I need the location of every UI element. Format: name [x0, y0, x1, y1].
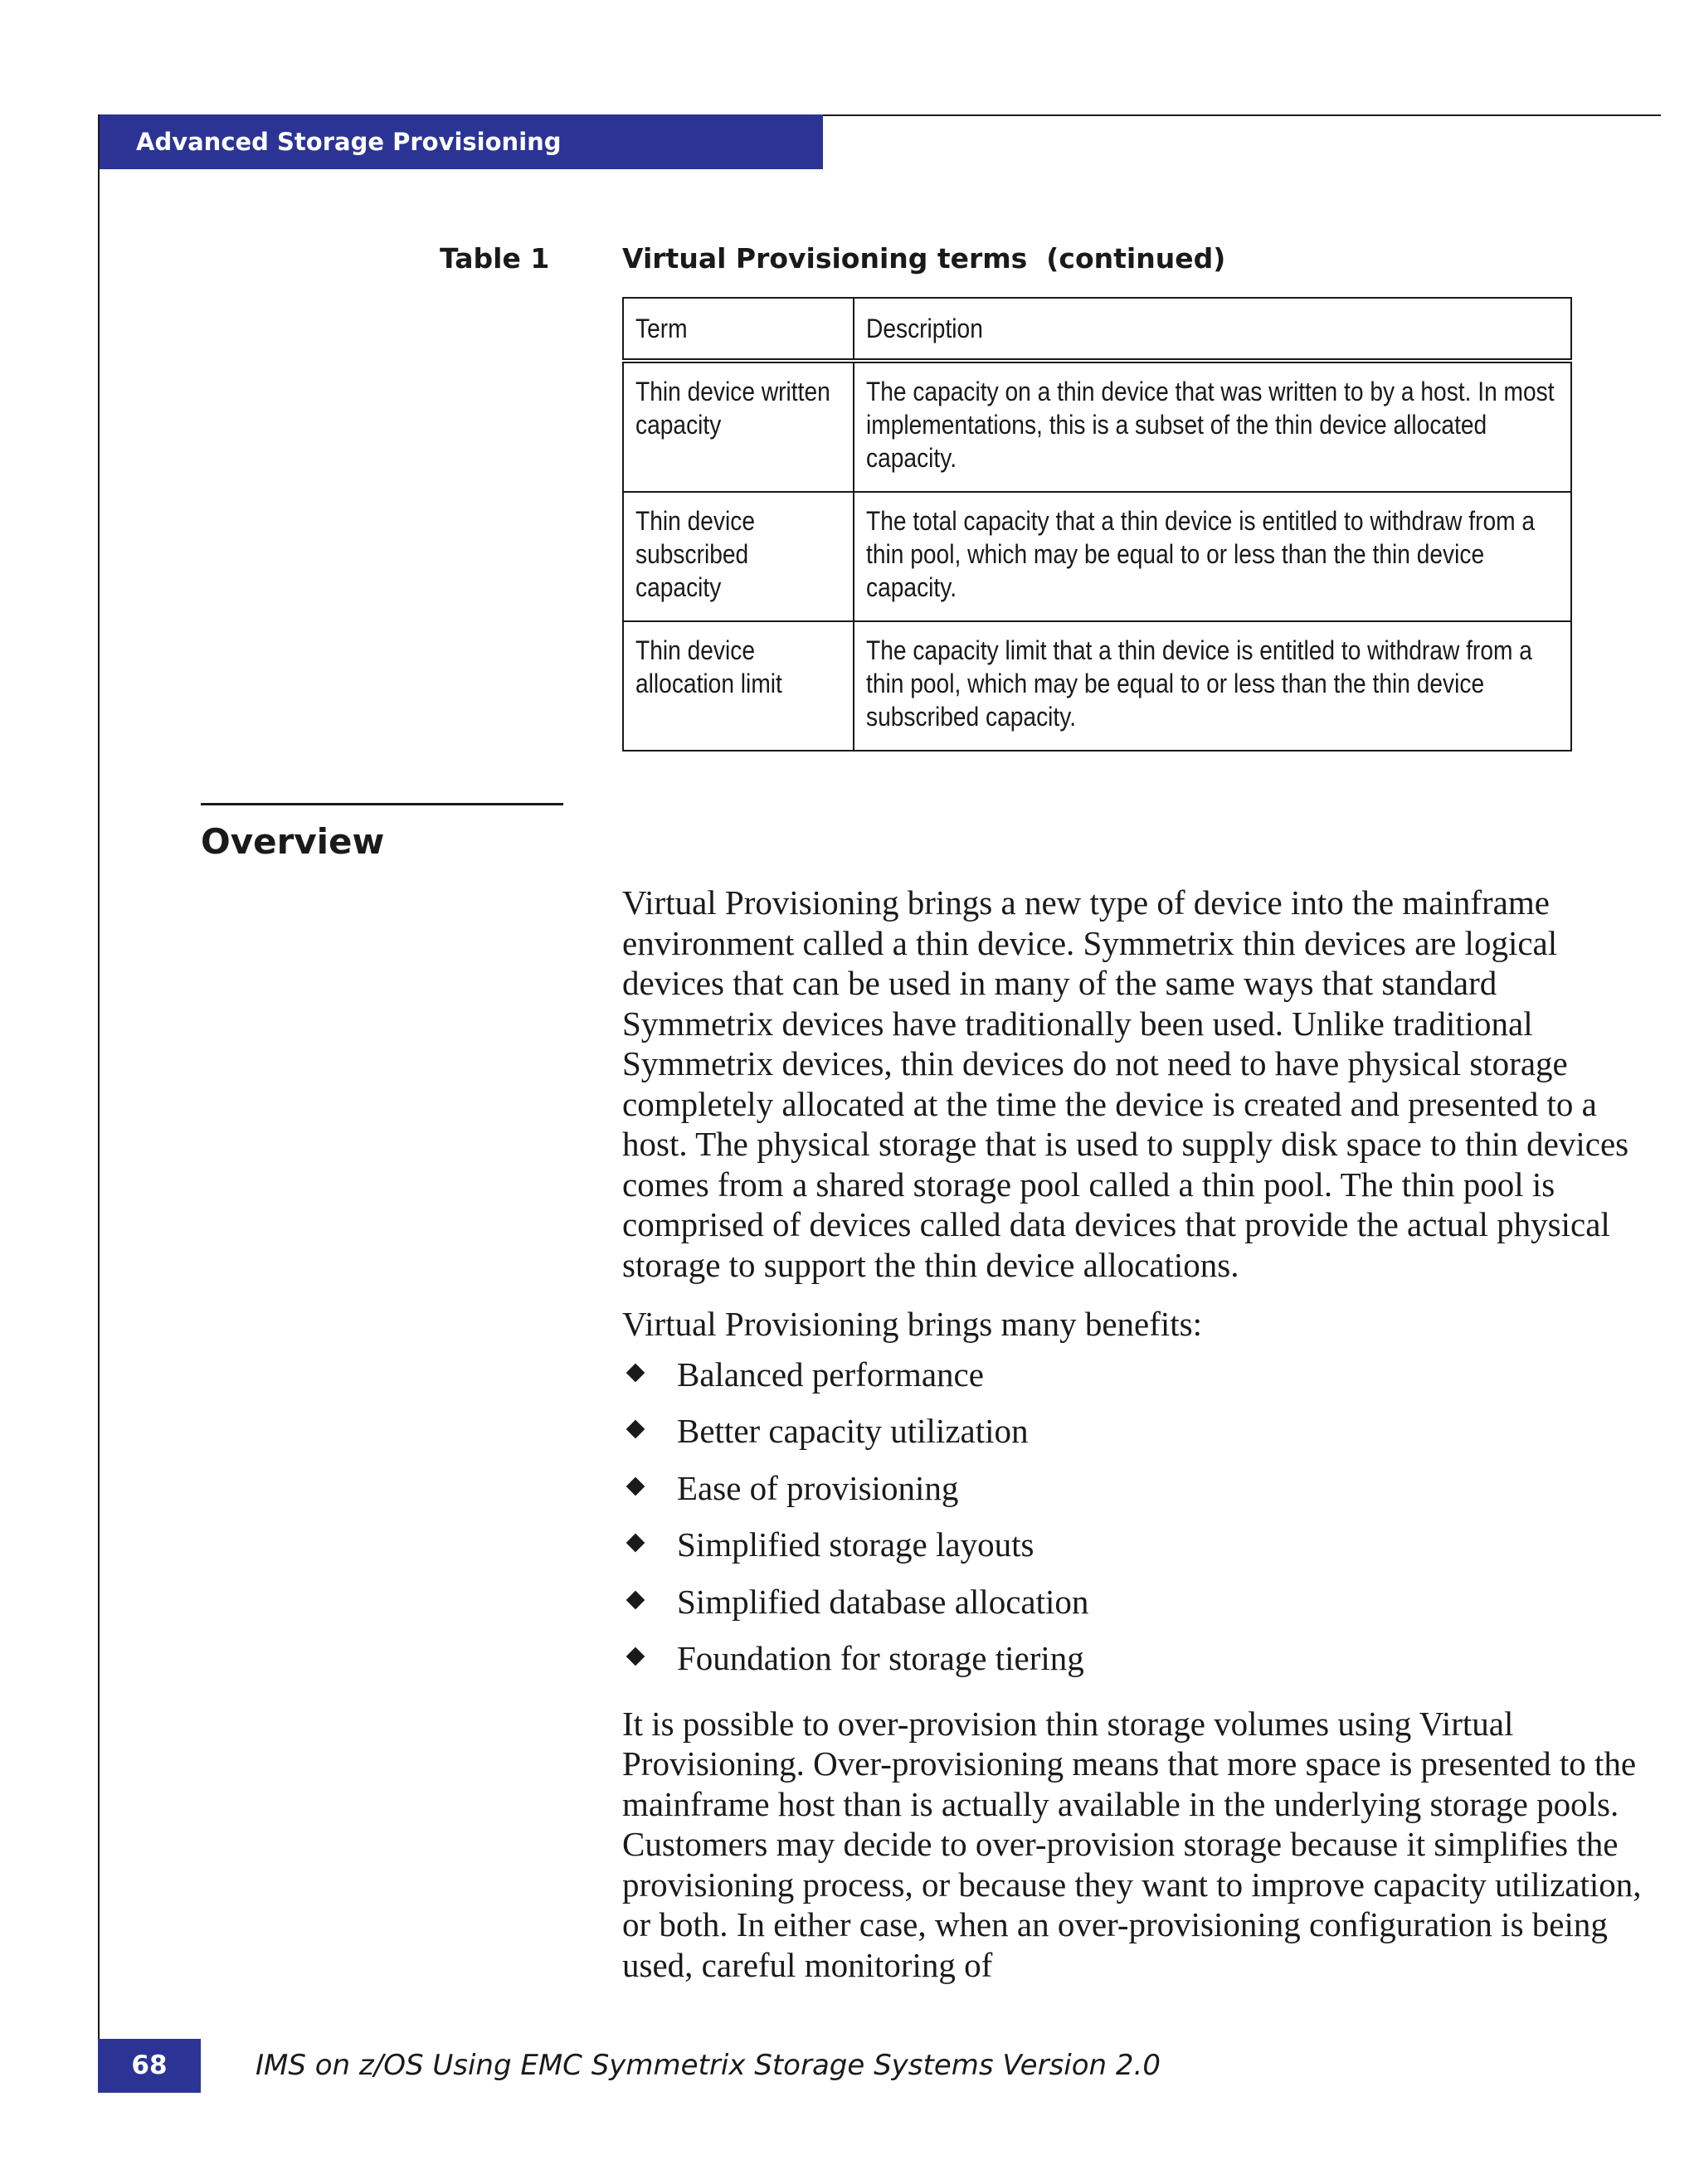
column-header-description: Description	[854, 298, 1571, 361]
table-row	[623, 492, 1571, 621]
footer-book-title: IMS on z/OS Using EMC Symmetrix Storage Systems Version 2.0	[256, 2049, 1161, 2082]
term-cell: Thin device written capacity	[623, 361, 854, 492]
overview-paragraph-1: Virtual Provisioning brings a new type of device into the mainframe environment called a thin device. Symmetrix thin devices are logical devices that can be used in many of the same ways that standard Symmetrix devices have traditionally been used. Unlike traditional Symmetrix devices, thin devices do not need to have physical storage completely allocated at the time the device is created and presented to a host. The physical storage that is used to supply disk space to thin devices comes from a shared storage pool called a thin pool. The thin pool is comprised of devices called data devices that provide the actual physical storage to support the thin device allocations.	[622, 883, 1629, 1284]
page-margin-rule	[98, 114, 100, 2093]
benefits-list	[622, 1355, 1651, 1695]
diamond-bullet-icon	[626, 1647, 645, 1666]
list-item: Foundation for storage tiering	[622, 1638, 1651, 1695]
table-header-row	[623, 298, 1571, 361]
term-cell: Thin device subscribed capacity	[623, 492, 854, 621]
description-cell: The total capacity that a thin device is entitled to withdraw from a thin pool, which may be equal to or less than the thin device capacity.	[854, 492, 1571, 621]
description-cell: The capacity on a thin device that was written to by a host. In most implementations, this is a subset of the thin device allocated capacity.	[854, 361, 1571, 492]
list-item: Better capacity utilization	[622, 1411, 1651, 1468]
diamond-bullet-icon	[626, 1590, 645, 1609]
table-row	[623, 621, 1571, 751]
list-item: Simplified storage layouts	[622, 1525, 1651, 1582]
list-item: Simplified database allocation	[622, 1582, 1651, 1639]
diamond-bullet-icon	[626, 1534, 645, 1553]
section-rule	[201, 803, 563, 805]
table-label: Table 1	[440, 242, 550, 275]
overview-paragraph-2: It is possible to over-provision thin storage volumes using Virtual Provisioning. Over-provisioning means that more space is presented to the mainframe host than is actually available in the underlying storage pools. Customers may decide to over-provision storage because it simplifies the provisioning process, or because they want to improve capacity utilization, or both. In either case, when an over-provisioning configuration is being used, careful monitoring of	[622, 1704, 1642, 1984]
diamond-bullet-icon	[626, 1476, 645, 1496]
description-cell: The capacity limit that a thin device is entitled to withdraw from a thin pool, which may be equal to or less than the thin device subscribed capacity.	[854, 621, 1571, 751]
term-cell: Thin device allocation limit	[623, 621, 854, 751]
terms-table	[622, 297, 1572, 752]
diamond-bullet-icon	[626, 1420, 645, 1439]
table-title: Virtual Provisioning terms (continued)	[622, 242, 1226, 275]
benefits-intro: Virtual Provisioning brings many benefits:	[622, 1305, 1203, 1343]
diamond-bullet-icon	[626, 1363, 645, 1382]
overview-body	[622, 883, 1651, 2004]
header-rule	[823, 114, 1661, 116]
column-header-term: Term	[623, 298, 854, 361]
list-item: Ease of provisioning	[622, 1468, 1651, 1525]
list-item: Balanced performance	[622, 1355, 1651, 1412]
running-header: Advanced Storage Provisioning	[98, 114, 823, 169]
table-row	[623, 361, 1571, 492]
page-number: 68	[98, 2039, 201, 2093]
section-heading-overview: Overview	[201, 821, 385, 862]
